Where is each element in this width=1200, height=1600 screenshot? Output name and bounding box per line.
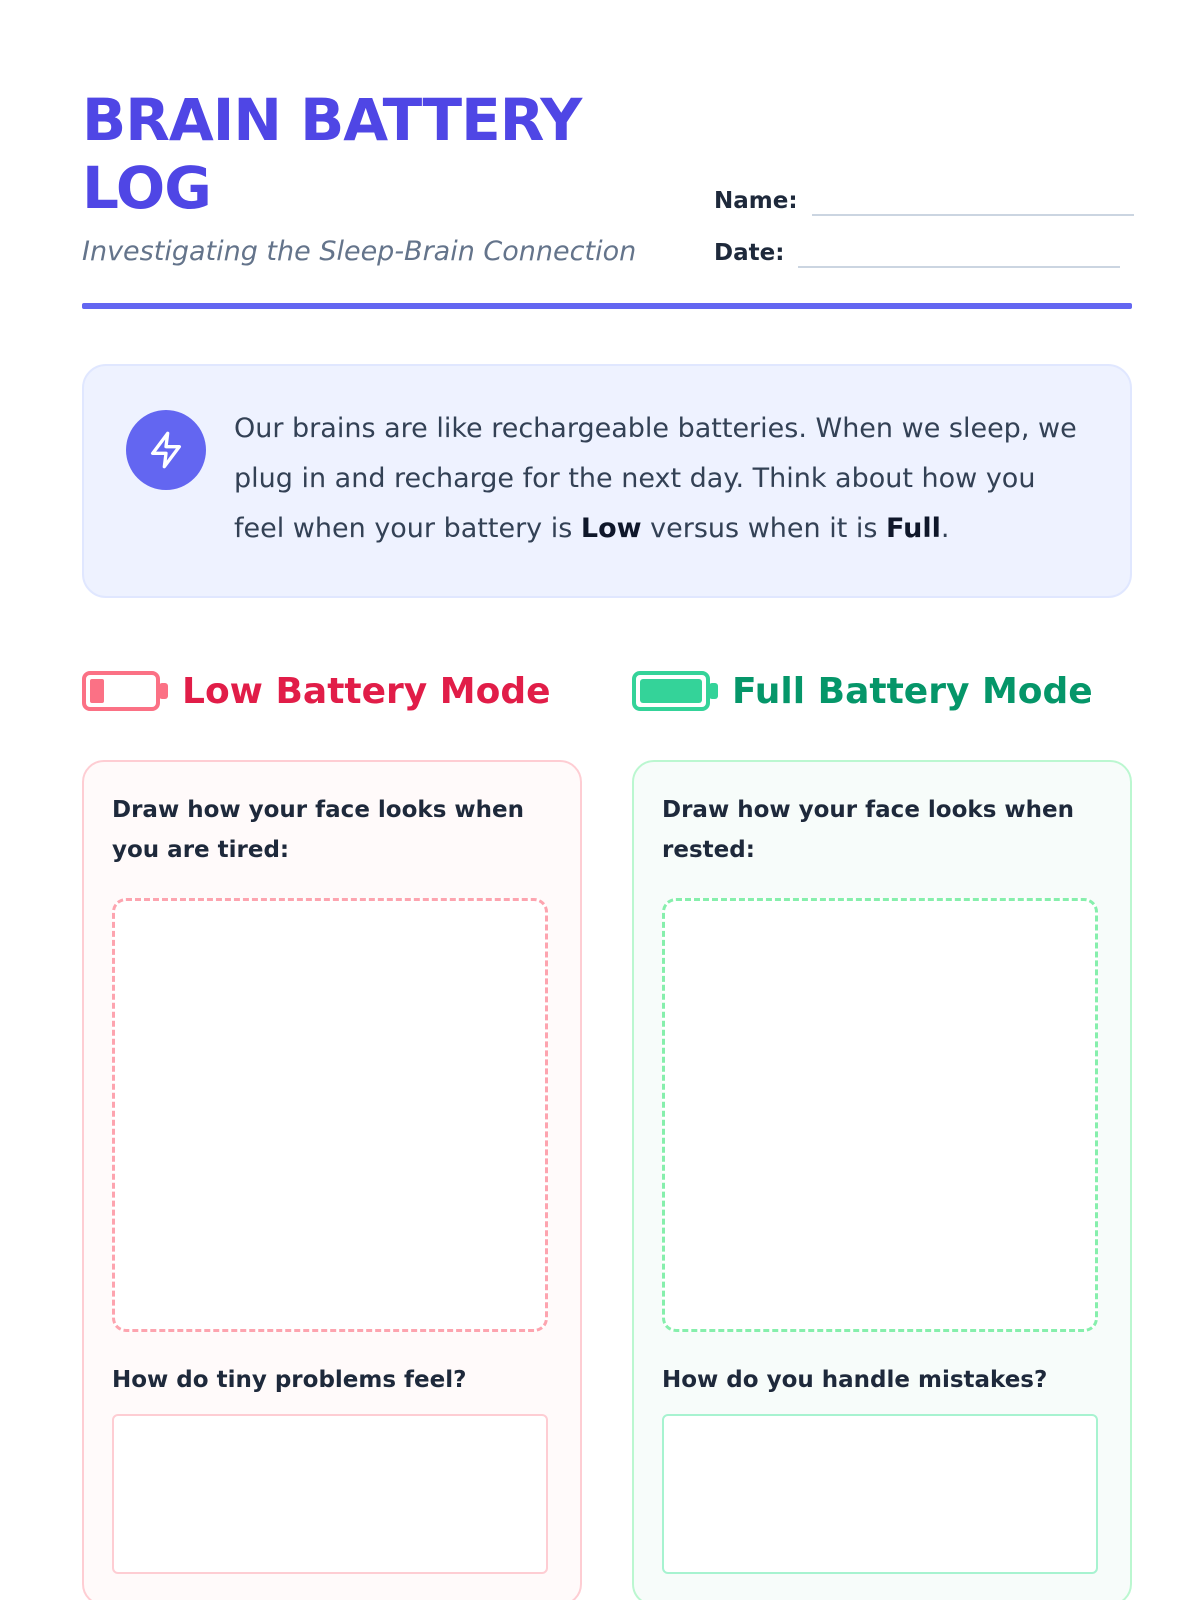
lightning-bolt-icon — [126, 410, 206, 490]
full-battery-card — [632, 760, 1132, 1600]
low-battery-card — [82, 760, 582, 1600]
date-input-line[interactable] — [798, 266, 1120, 268]
date-field[interactable] — [714, 220, 1134, 272]
name-input-line[interactable] — [812, 214, 1134, 216]
name-label: Name: — [714, 188, 798, 214]
page-subtitle: Investigating the Sleep-Brain Connection — [82, 236, 637, 267]
full-battery-heading — [632, 670, 1093, 712]
worksheet-header — [82, 86, 1132, 306]
full-battery-title: Full Battery Mode — [732, 670, 1093, 712]
battery-low-icon — [82, 670, 170, 712]
battery-full-icon — [632, 670, 720, 712]
intro-callout — [82, 364, 1132, 598]
mistakes-answer-box[interactable] — [662, 1414, 1098, 1574]
low-battery-heading — [82, 670, 551, 712]
header-divider — [82, 303, 1132, 309]
tired-face-prompt: Draw how your face looks when you are tired: — [112, 797, 525, 863]
student-info-fields — [714, 168, 1134, 272]
intro-text: Our brains are like rechargeable batteries. When we sleep, we plug in and recharge for the next day. Think about how you feel when your battery is Low versus when it is Full. — [234, 413, 1077, 544]
rested-face-prompt: Draw how your face looks when rested: — [662, 797, 1075, 863]
date-label: Date: — [714, 240, 785, 266]
tiny-problems-answer-box[interactable] — [112, 1414, 548, 1574]
page-title: BRAIN BATTERY LOG — [82, 86, 582, 222]
tired-face-drawing-area[interactable] — [112, 898, 548, 1332]
name-field[interactable] — [714, 168, 1134, 220]
mistakes-prompt: How do you handle mistakes? — [662, 1367, 1048, 1393]
low-emphasis: Low — [580, 513, 642, 544]
rested-face-drawing-area[interactable] — [662, 898, 1098, 1332]
full-emphasis: Full — [886, 513, 941, 544]
low-battery-title: Low Battery Mode — [182, 670, 551, 712]
tiny-problems-prompt: How do tiny problems feel? — [112, 1367, 467, 1393]
